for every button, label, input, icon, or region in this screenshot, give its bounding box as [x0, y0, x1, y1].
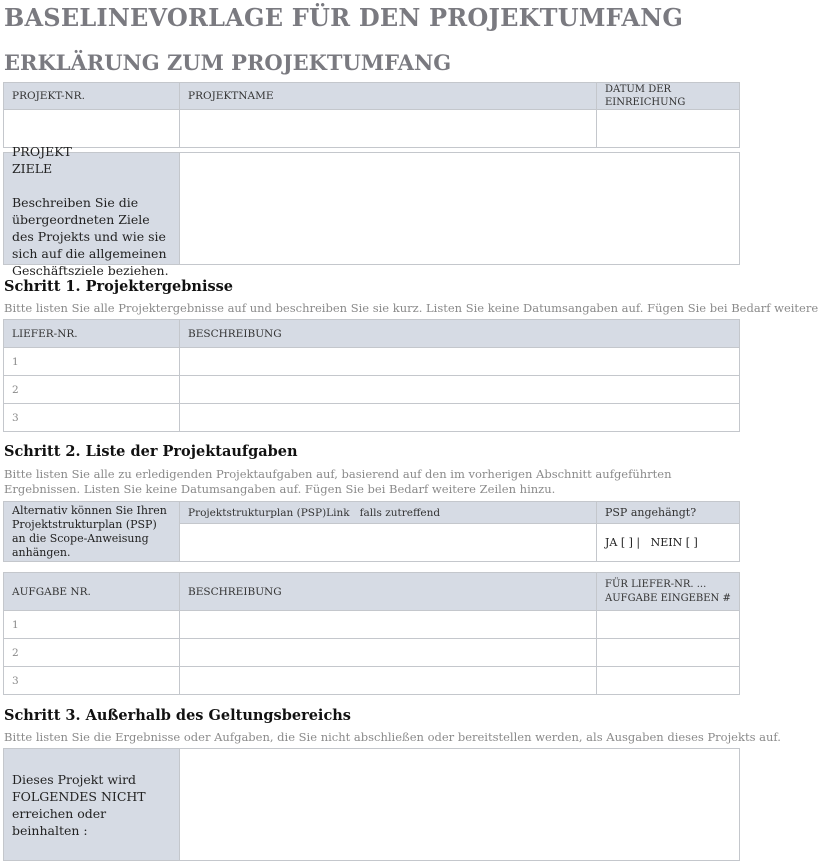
tasks-table — [3, 572, 740, 695]
goals-input[interactable] — [180, 153, 740, 265]
deliverable-description-field[interactable] — [180, 376, 740, 404]
project-name-field[interactable] — [180, 110, 597, 148]
out-of-scope-label: Dieses Projekt wird FOLGENDES NICHT erreichen oder beinhalten : — [12, 771, 146, 838]
table-row — [4, 404, 740, 432]
main-title: BASELINEVORLAGE FÜR DEN PROJEKTUMFANG — [4, 3, 684, 32]
task-description-field[interactable] — [180, 611, 597, 639]
project-no-field[interactable] — [4, 110, 180, 148]
project-info-table — [3, 82, 740, 148]
goals-description: Beschreiben Sie die übergeordneten Ziele des Projekts und wie sie sich auf die allgemeinen Geschäftsziele beziehen. — [12, 195, 169, 278]
goals-label-cell — [4, 144, 180, 278]
goals-label-line1: PROJEKT — [12, 144, 72, 159]
deliverable-description-field[interactable] — [180, 404, 740, 432]
task-no-header: AUFGABE NR. — [4, 573, 180, 611]
subtitle: ERKLÄRUNG ZUM PROJEKTUMFANG — [4, 50, 452, 75]
project-name-header: PROJEKTNAME — [180, 83, 597, 110]
wbs-attached-header: PSP angehängt? — [597, 502, 740, 524]
out-of-scope-label-cell — [4, 749, 180, 861]
step2-description: Bitte listen Sie alle zu erledigenden Projektaufgaben auf, basierend auf den im vorherigen Abschnitt aufgeführten Ergebnissen. Listen Sie keine Datumsangaben auf. Fügen Sie bei Bedarf weitere Zeilen hinzu. — [4, 467, 672, 496]
goals-label-line2: ZIELE — [12, 161, 53, 176]
deliverable-no: 2 — [4, 376, 180, 404]
task-no: 2 — [4, 639, 180, 667]
wbs-note: Alternativ können Sie Ihren Projektstrukturplan (PSP) an die Scope-Anweisung anhängen. — [12, 503, 167, 559]
task-description-field[interactable] — [180, 639, 597, 667]
table-row — [4, 611, 740, 639]
wbs-link-header: Projektstrukturplan (PSP)Link falls zutreffend — [180, 502, 597, 524]
out-of-scope-input[interactable] — [180, 749, 740, 861]
deliverables-table — [3, 319, 740, 432]
task-deliverable-header: FÜR LIEFER-NR. ... AUFGABE EINGEBEN # — [597, 573, 740, 611]
table-row — [4, 376, 740, 404]
step1-description: Bitte listen Sie alle Projektergebnisse auf und beschreiben Sie sie kurz. Listen Sie keine Datumsangaben auf. Fügen Sie bei Bedarf weitere — [4, 301, 818, 315]
table-row — [4, 639, 740, 667]
task-description-header: BESCHREIBUNG — [180, 573, 597, 611]
submission-date-field[interactable] — [597, 110, 740, 148]
task-deliverable-field[interactable] — [597, 639, 740, 667]
step1-title: Schritt 1. Projektergebnisse — [4, 278, 234, 295]
deliverable-description-field[interactable] — [180, 348, 740, 376]
task-description-field[interactable] — [180, 667, 597, 695]
wbs-link-field[interactable] — [180, 524, 597, 562]
out-of-scope-table — [3, 748, 740, 861]
deliverable-no: 1 — [4, 348, 180, 376]
step2-title: Schritt 2. Liste der Projektaufgaben — [4, 443, 298, 460]
deliverable-no-header: LIEFER-NR. — [4, 320, 180, 348]
step3-title: Schritt 3. Außerhalb des Geltungsbereichs — [4, 707, 351, 724]
wbs-table — [3, 501, 740, 562]
step3-description: Bitte listen Sie die Ergebnisse oder Aufgaben, die Sie nicht abschließen oder bereitstellen werden, als Ausgaben dieses Projekts auf. — [4, 730, 781, 744]
deliverable-no: 3 — [4, 404, 180, 432]
project-no-header: PROJEKT-NR. — [4, 83, 180, 110]
task-deliverable-field[interactable] — [597, 667, 740, 695]
task-no: 3 — [4, 667, 180, 695]
wbs-attached-options[interactable]: JA [ ] | NEIN [ ] — [597, 524, 740, 562]
task-deliverable-field[interactable] — [597, 611, 740, 639]
task-no: 1 — [4, 611, 180, 639]
submission-date-header: DATUM DER EINREICHUNG — [597, 83, 740, 110]
table-row — [4, 667, 740, 695]
project-goals-table — [3, 144, 740, 278]
wbs-note-cell — [4, 502, 180, 562]
deliverable-description-header: BESCHREIBUNG — [180, 320, 740, 348]
table-row — [4, 348, 740, 376]
